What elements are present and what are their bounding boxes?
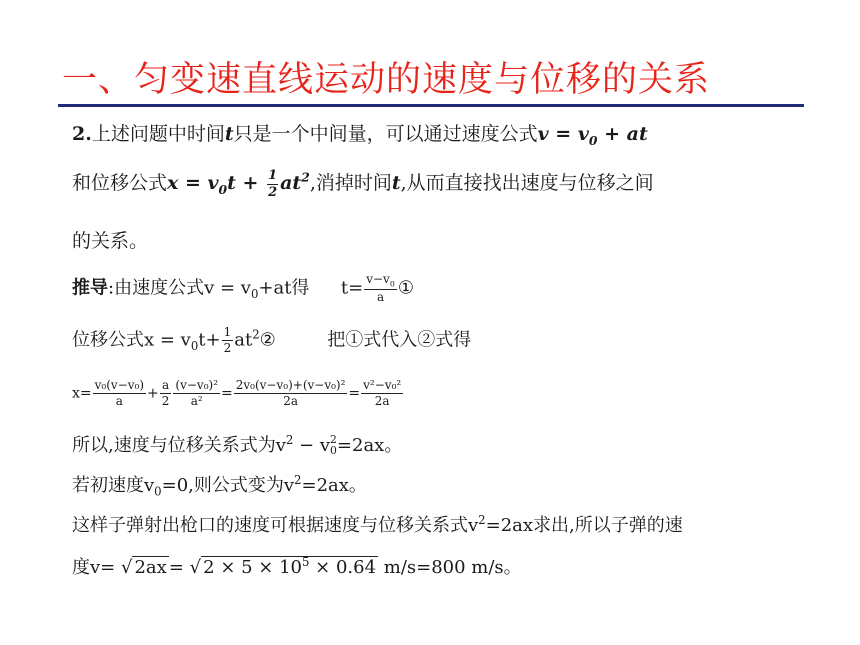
text: 只是一个中间量，可以通过速度公式 — [233, 123, 538, 145]
slide-title: 一、匀变速直线运动的速度与位移的关系 — [62, 60, 711, 100]
displacement-formula: $x = v_0t$ + $\frac{1}{2}$ $at^2$ — [167, 168, 310, 200]
initial-velocity-line: 若初速度$v_0=0$,则公式变为$v^2=2ax$。 — [72, 473, 367, 499]
title-underline — [58, 104, 804, 107]
sqrt-expression: √ 2ax — [121, 557, 167, 578]
fraction: $\frac{\text{2v₀(v−v₀)+(v−v₀)²}}{2a}$ — [235, 378, 346, 408]
bullet-speed-line-2: 度v= √ 2ax = √ $2 \times 5 \times 10^5 \times 0.64$ m/s=800 m/s。 — [72, 555, 522, 578]
text: ,消掉时间 — [309, 172, 392, 195]
text: ,从而直接找出速度与位移之间 — [400, 172, 654, 195]
paragraph-line-1 — [72, 119, 648, 148]
bullet-speed-line-1: 这样子弹射出枪口的速度可根据速度与位移关系式$v^2=2ax$求出,所以子弹的速 — [72, 513, 683, 536]
fraction-half: $\frac{1}{2}$ — [223, 325, 232, 355]
velocity-formula: $v = v_0$ + at — [537, 123, 648, 148]
fraction-half: $\frac{1}{2}$ — [268, 168, 278, 200]
fraction: $\frac{\text{(v−v₀)²}}{\text{a²}}$ — [175, 378, 219, 408]
derivation-equation: x= $\frac{\text{v₀(v−v₀)}}{a}$ + $\frac{a}{2}$ $\frac{\text{(v−v₀)²}}{\text{a²}}$ = $\frac{\text{2v₀(v−v₀)+(v−v₀)²}}{2a}$ = $\frac{\text{v²−v₀²}}{2a}$ — [72, 378, 402, 408]
sqrt-expression: √ $2 \times 5 \times 10^5 \times 0.64$ — [189, 555, 377, 578]
text: 上述问题中时间 — [91, 123, 225, 145]
derivation-label: 推导 — [72, 277, 108, 299]
fraction: $\frac{\text{v₀(v−v₀)}}{a}$ — [94, 378, 145, 408]
result-line: 所以,速度与位移关系式为$v^2 - v$ 2 0 =2ax。 — [72, 433, 403, 457]
fraction: $\frac{a}{2}$ — [161, 378, 170, 408]
item-number: 2. — [72, 123, 92, 145]
symbol-t: t — [224, 123, 234, 145]
displacement-line: 位移公式$x = v_0t+$ $\frac{1}{2}$ $at^2②$ 把①式代入②式得 — [72, 325, 472, 355]
derivation-line: 推导:由速度公式$v = v_0+at$得 t= $\frac{v-v_0}{a}$ ① — [72, 272, 414, 305]
paragraph-line-3: 的关系。 — [72, 230, 149, 252]
equation-marker-2: ② — [259, 329, 276, 351]
fraction: $\frac{\text{v²−v₀²}}{2a}$ — [363, 378, 402, 408]
symbol-t: t — [391, 172, 401, 195]
equation-marker-1: ① — [397, 277, 414, 299]
text: 和位移公式 — [72, 172, 168, 195]
paragraph-line-2 — [72, 168, 654, 200]
fraction-t: $\frac{v-v_0}{a}$ — [366, 272, 395, 305]
